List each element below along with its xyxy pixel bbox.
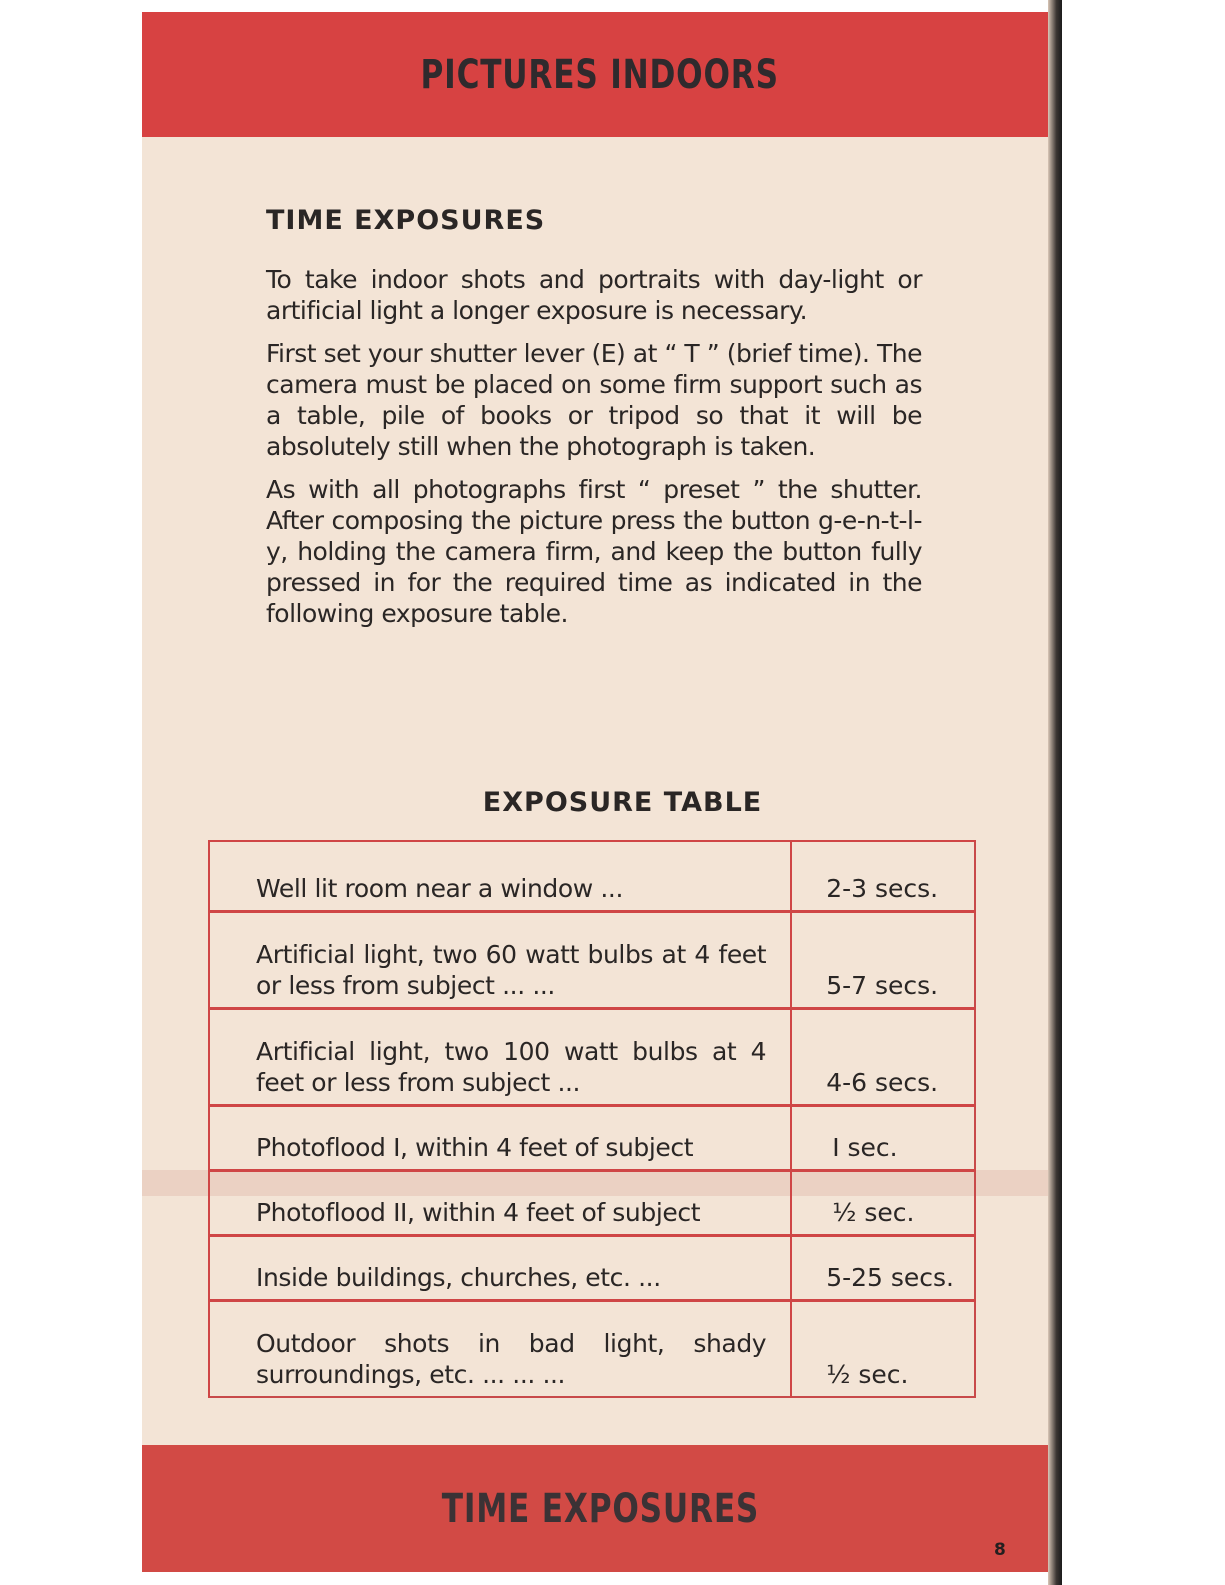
table-row (209, 1171, 975, 1236)
time-cell: 2-3 secs. (791, 841, 975, 912)
condition-cell: Photoflood I, within 4 feet of subject (209, 1106, 791, 1171)
condition-cell: Inside buildings, churches, etc. ... (209, 1236, 791, 1301)
section-heading: TIME EXPOSURES (266, 205, 546, 236)
condition-cell: Artificial light, two 60 watt bulbs at 4 feet or less from subject ... ... (209, 912, 791, 1009)
paragraph-intro: To take indoor shots and portraits with day-light or artificial light a longer exposure is necessary. (266, 265, 922, 325)
page-number: 8 (994, 1540, 1006, 1560)
time-cell: 5-25 secs. (791, 1236, 975, 1301)
page-title: PICTURES INDOORS (420, 51, 780, 98)
table-row (209, 841, 975, 912)
condition-cell: Photoflood II, within 4 feet of subject (209, 1171, 791, 1236)
main-content (266, 205, 922, 641)
time-cell: 4-6 secs. (791, 1009, 975, 1106)
table-row (209, 1301, 975, 1398)
time-cell: ½ sec. (791, 1171, 975, 1236)
table-heading: EXPOSURE TABLE (482, 787, 763, 818)
condition-cell: Outdoor shots in bad light, shady surroundings, etc. ... ... ... (209, 1301, 791, 1398)
time-cell: ½ sec. (791, 1301, 975, 1398)
condition-cell: Artificial light, two 100 watt bulbs at 4 feet or less from subject ... (209, 1009, 791, 1106)
condition-cell: Well lit room near a window ... (209, 841, 791, 912)
paragraph-preset: As with all photographs first “ preset ” the shutter. After composing the picture press the button g-e-n-t-l-y, holding the camera firm, and keep the button fully pressed in for the required time as indicated in the following exposure table. (266, 475, 922, 628)
table-row (209, 1106, 975, 1171)
table-row (209, 1236, 975, 1301)
exposure-table (208, 840, 976, 1398)
header-banner (142, 12, 1058, 137)
time-cell: 5-7 secs. (791, 912, 975, 1009)
time-cell: I sec. (791, 1106, 975, 1171)
footer-banner (142, 1445, 1058, 1572)
table-row (209, 1009, 975, 1106)
footer-title: TIME EXPOSURES (441, 1485, 759, 1532)
paragraph-shutter: First set your shutter lever (E) at “ T ” (brief time). The camera must be placed on some firm support such as a table, pile of books or tripod so that it will be absolutely still when the photograph is taken. (266, 339, 922, 461)
table-row (209, 912, 975, 1009)
